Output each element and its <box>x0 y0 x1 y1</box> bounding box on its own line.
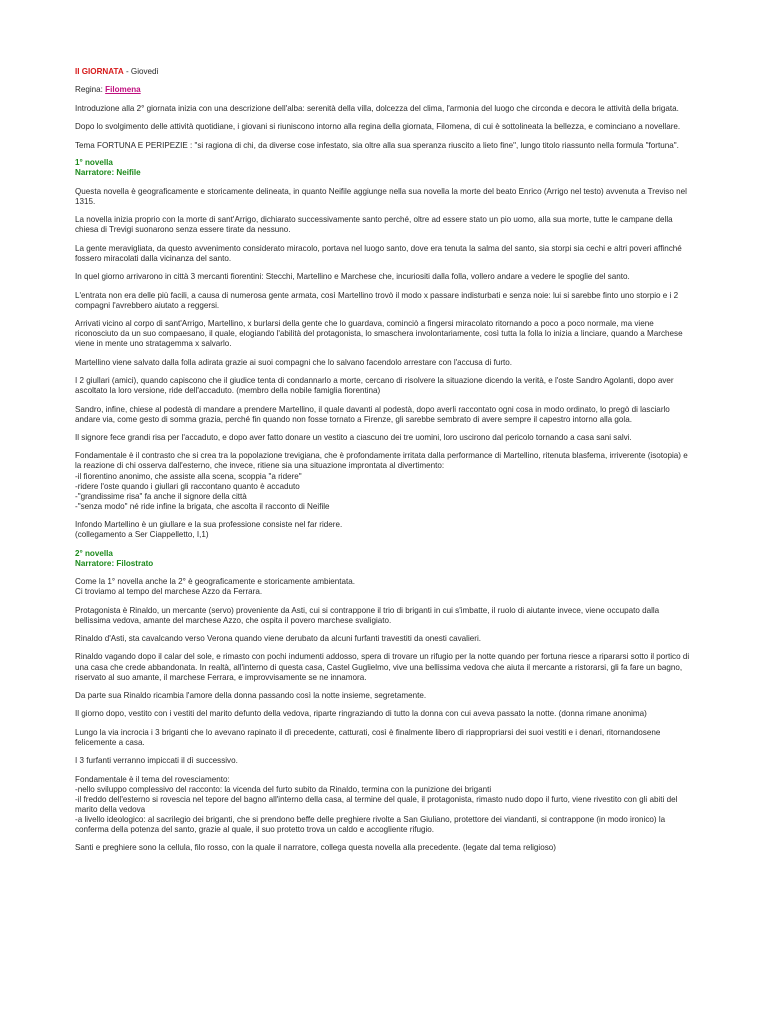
novella-1-body <box>75 187 695 541</box>
day-label: II GIORNATA <box>75 67 124 76</box>
paragraph: Tema FORTUNA E PERIPEZIE : "si ragiona di chi, da diverse cose infestato, sia oltre alla sua speranza riuscito a lieto fine", lungo titolo riassunto nella formula "fortuna". <box>75 140 679 150</box>
paragraph: Da parte sua Rinaldo ricambia l'amore della donna passando così la notte insieme, segretamente. <box>75 691 427 700</box>
novella-1-narrator: Narratore: Neifile <box>75 168 141 178</box>
novella-2-body <box>75 577 695 853</box>
paragraph: La gente meravigliata, da questo avvenimento considerato miracolo, portava nel luogo santo, dove era tenuta la salma del santo, sia storpi sia cechi e altri poveri affinché fossero miracolati dalla vicinanza del santo. <box>75 243 682 263</box>
paragraph: Lungo la via incrocia i 3 briganti che lo avevano rapinato il dì precedente, catturati, così è finalmente libero di riappropriarsi dei suoi vestiti e i denari, ritornandosene felicemente a casa. <box>75 727 661 747</box>
paragraph: Rinaldo d'Asti, sta cavalcando verso Verona quando viene derubato da alcuni furfanti travestiti da onesti cavalieri. <box>75 634 482 644</box>
paragraph: Introduzione alla 2° giornata inizia con una descrizione dell'alba: serenità della villa, dolcezza del clima, l'armonia del luogo che circonda e decora le attività della brigata. <box>75 103 679 113</box>
paragraph: L'entrata non era delle più facili, a causa di numerosa gente armata, così Martellino trovò il modo x passare indisturbati e senza noie: lui si sarebbe finto uno storpio e i 2 compagni l'avrebbero aiutato a reggersi. <box>75 290 679 310</box>
day-name: - Giovedì <box>123 67 159 76</box>
document-body <box>75 67 695 862</box>
queen-label: Regina: <box>75 85 106 95</box>
paragraph: Martellino viene salvato dalla folla adirata grazie ai suoi compagni che lo salvano facendolo arrestare con l'accusa di furto. <box>75 357 513 367</box>
paragraph: Santi e preghiere sono la cellula, filo rosso, con la quale il narratore, collega questa novella alla precedente. (legate dal tema religioso) <box>75 843 556 853</box>
paragraph: Il signore fece grandi risa per l'accaduto, e dopo aver fatto donare un vestito a ciascuno dei tre uomini, loro uscirono dal pericolo tornando a casa sani salvi. <box>75 432 632 442</box>
paragraph: Protagonista è Rinaldo, un mercante (servo) proveniente da Asti, cui si contrappone il trio di briganti in cui s'imbatte, il ruolo di aiutante invece, viene occupato dalla bellissima vedova, amante del marchese Azzo, che ospita il povero marchese svaligiato. <box>75 605 660 625</box>
novella-2-narrator: Narratore: Filostrato <box>75 558 154 568</box>
paragraph: Sandro, infine, chiese al podestà di mandare a prendere Martellino, il quale davanti al podestà, dopo averli raccontato ogni cosa in modo ordinato, lo pregò di lasciarlo andare via, come gesto di somma grazia, perché fin quando non fosse tornato a Firenze, gli sarebbe sembrato di avere sempre il capestro intorno alla gola. <box>75 404 670 424</box>
paragraph: Questa novella è geograficamente e storicamente delineata, in quanto Neifile aggiunge nella sua novella la morte del beato Enrico (Arrigo nel testo) avvenuta a Treviso nel 1315. <box>75 186 687 206</box>
queen-line <box>75 85 695 95</box>
paragraph: Fondamentale è il tema del rovesciamento: -nello sviluppo complessivo del racconto: la vicenda del furto subito da Rinaldo, termina con la punizione dei briganti -il freddo dell'esterno si rovescia nel tepore del bagno all'interno della casa, al termine del quale, il protagonista, rimasto nudo dopo il furto, viene rivestito con gli abiti del marito della vedova -a livello ideologico: al sacrilegio dei briganti, che si prendono beffe delle preghiere rivolte a San Giuliano, protettore dei viandanti, si contrappone (in modo ironico) la conferma della potenza del santo, grazie al quale, il suo protetto trova un caldo e accogliente rifugio. <box>75 774 678 835</box>
day-heading <box>75 67 695 77</box>
novella-2-title: 2° novella <box>75 548 113 558</box>
novella-2-section <box>75 549 695 854</box>
paragraph: Il giorno dopo, vestito con i vestiti del marito defunto della vedova, riparte ringraziando di tutto la donna con cui aveva passato la notte. (donna rimane anonima) <box>75 709 647 719</box>
paragraph: In quel giorno arrivarono in città 3 mercanti fiorentini: Stecchi, Martellino e Marchese che, incuriositi dalla folla, vollero andare a vedere le spoglie del santo. <box>75 272 630 282</box>
paragraph: La novella inizia proprio con la morte di sant'Arrigo, dichiarato successivamente santo perché, oltre ad essere stato un pio uomo, alla sua morte, tutte le campane della chiesa di Trevigi suonarono senza essere tirate da nessuno. <box>75 215 673 235</box>
queen-link[interactable]: Filomena <box>105 85 141 95</box>
novella-1-title: 1° novella <box>75 158 113 168</box>
intro-section <box>75 104 695 151</box>
paragraph: Dopo lo svolgimento delle attività quotidiane, i giovani si riuniscono intorno alla regina della giornata, Filomena, di cui è sottolineata la bellezza, e cominciano a novellare. <box>75 122 681 132</box>
paragraph: I 2 giullari (amici), quando capiscono che il giudice tenta di condannarlo a morte, cercano di risolvere la situazione dicendo la verità, e l'oste Sandro Agolanti, dopo aver ascoltato la loro versione, ride dell'accaduto. (membro della nobile famiglia fiorentina) <box>75 376 674 396</box>
paragraph: I 3 furfanti verranno impiccati il dì successivo. <box>75 756 238 766</box>
paragraph: Fondamentale è il contrasto che si crea tra la popolazione trevigiana, che è profondamente irritata dalla performance di Martellino, ritenuta blasfema, irriverente (isotopia) e la reazione di chi osserva dall'esterno, che invece, ritiene sia una situazione improntata al divertimento: -il fiorentino anonimo, che assiste alla scena, scoppia "a ridere" -ridere l'oste quando i giullari gli raccontano quanto è accaduto -"grandissime risa" fa anche il signore della città -"senza modo" né ride infine la brigata, che ascolta il racconto di Neifile <box>75 451 688 511</box>
paragraph: Arrivati vicino al corpo di sant'Arrigo, Martellino, x burlarsi della gente che lo guardava, cominciò a fingersi miracolato ritornando a poco a poco normale, ma viene riconosciuto da un suo compaesano, il quale, elogiando l'abilità del protagonista, lo smaschera involontariamente, così tutta la folla lo inizia a linciare, quando a Marchese viene in mente uno stratagemma x salvarlo. <box>75 319 683 349</box>
paragraph: Come la 1° novella anche la 2° è geograficamente e storicamente ambientata. Ci troviamo al tempo del marchese Azzo da Ferrara. <box>75 577 356 597</box>
paragraph: Rinaldo vagando dopo il calar del sole, e rimasto con pochi indumenti addosso, spera di trovare un rifugio per la notte quando per fortuna riesce a ripararsi sotto il portico di una casa che crede abbandonata. In realtà, all'interno di questa casa, Castel Guglielmo, vive una bellissima vedova che aiuta il mercante a ristorarsi, gli fa fare un bagno, riservato al suo amante, il marchese Ferrara, e improvvisamente se ne innamora. <box>75 652 690 682</box>
novella-1-section <box>75 158 695 540</box>
paragraph: Infondo Martellino è un giullare e la sua professione consiste nel far ridere. (collegamento a Ser Ciappelletto, I,1) <box>75 520 343 540</box>
